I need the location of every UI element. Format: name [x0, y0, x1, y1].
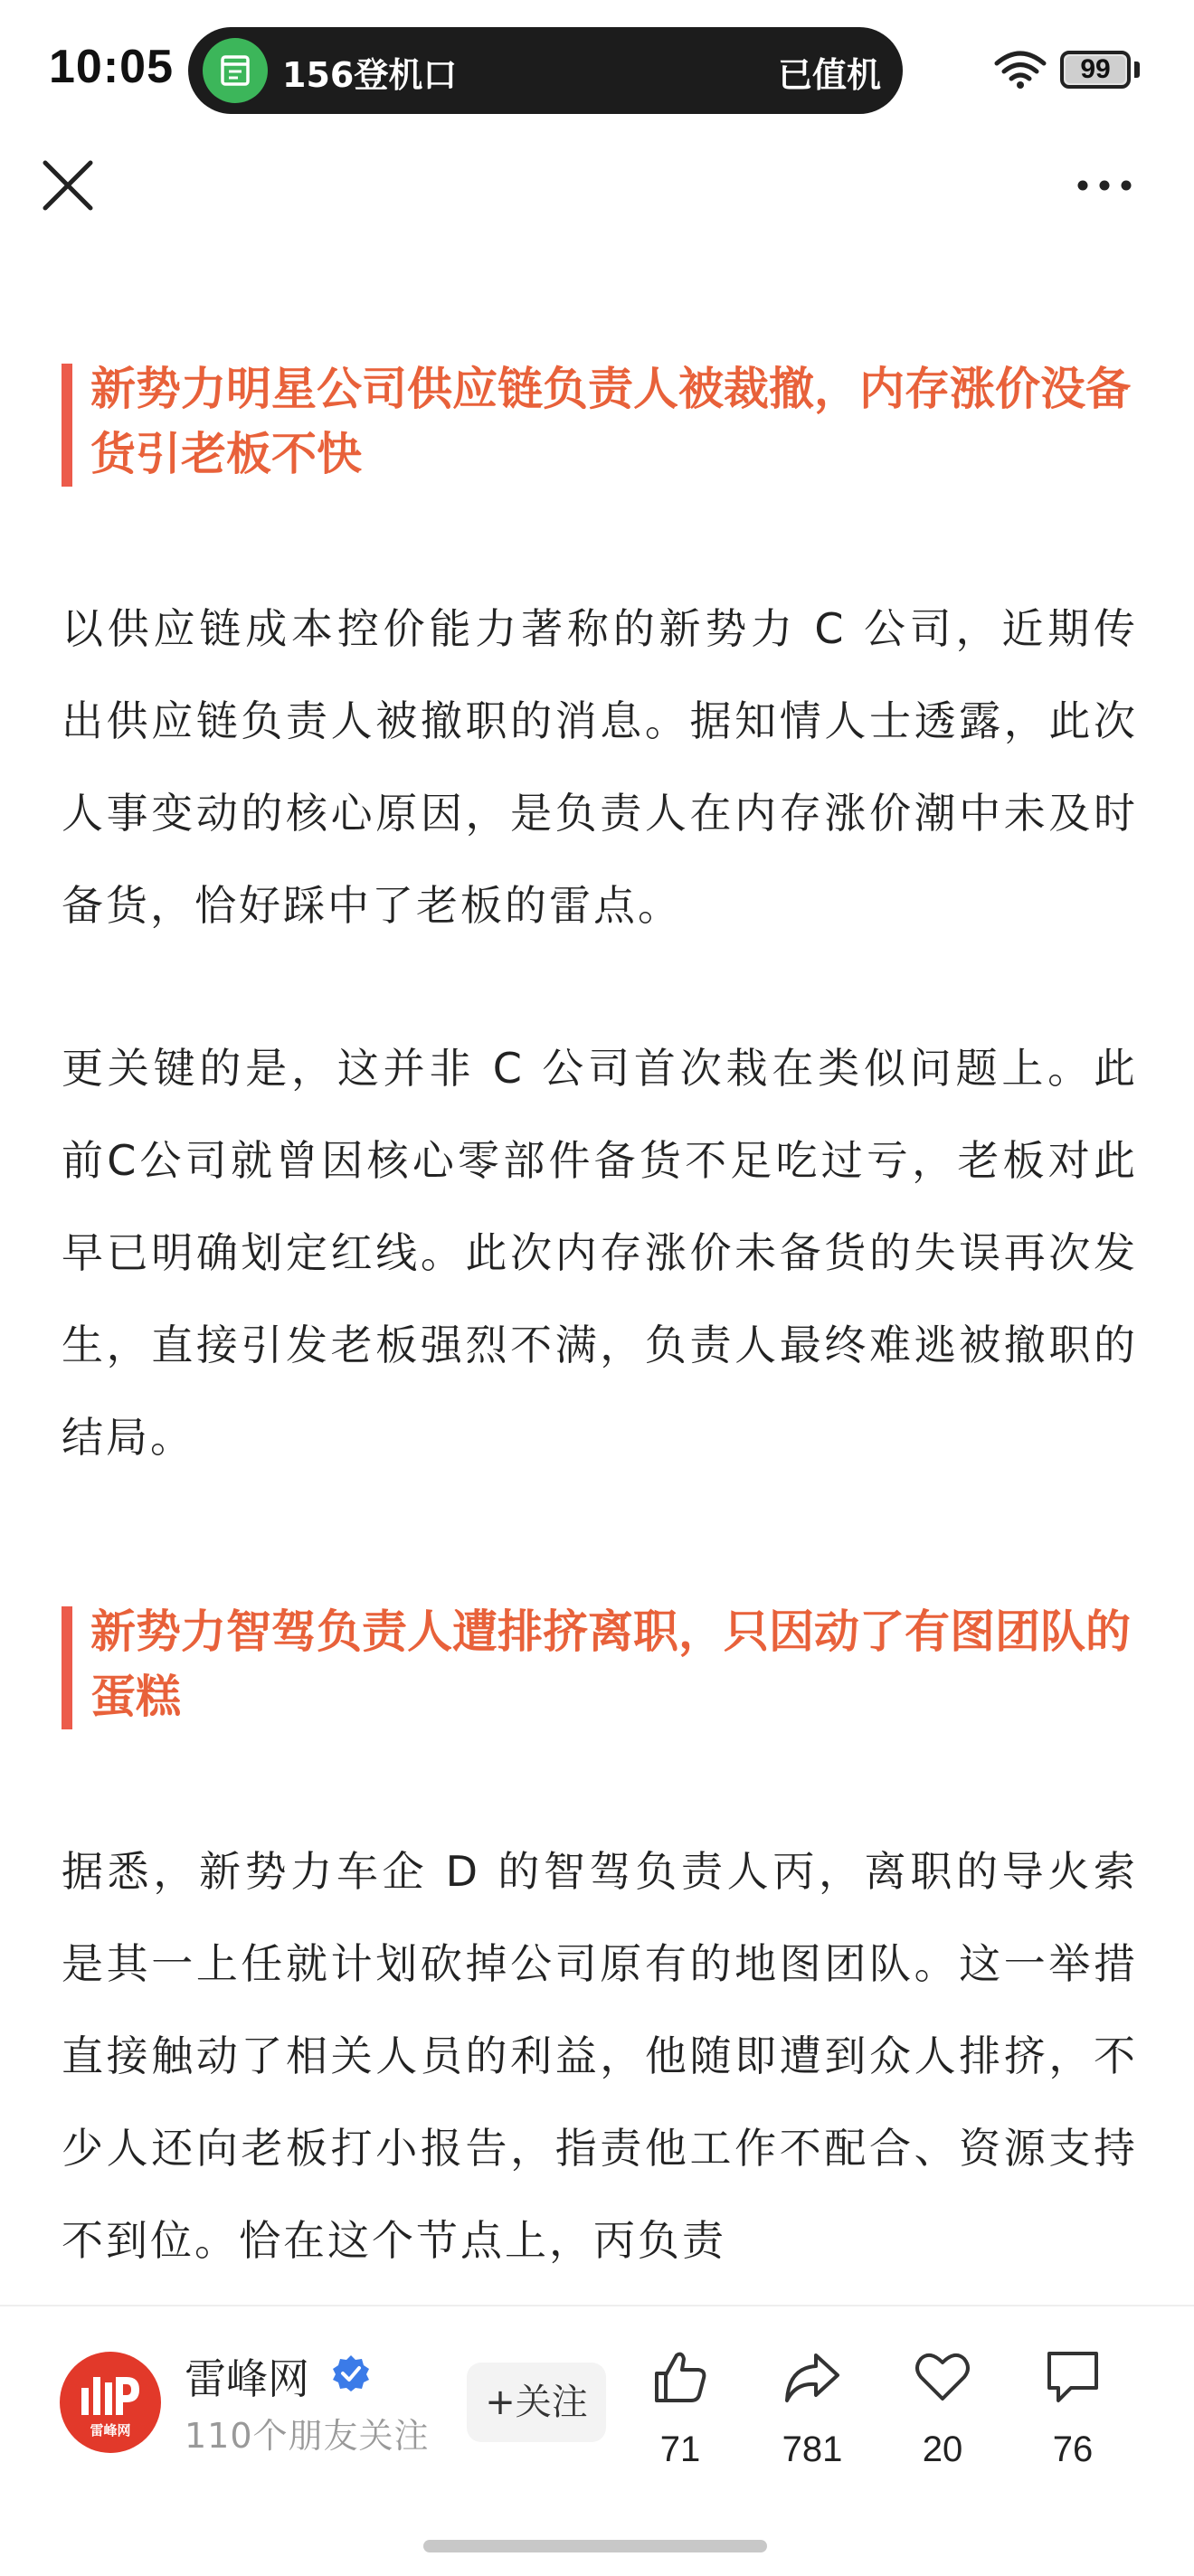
more-options-icon[interactable] [1073, 163, 1136, 208]
article-paragraph: 据悉，新势力车企 D 的智驾负责人丙，离职的导火索是其一上任就计划砍掉公司原有的地图团队。这一举措直接触动了相关人员的利益，他随即遭到众人排挤，不少人还向老板打小报告，指责他工作不配合、资源支持不到位。恰在这个节点上，丙负责 [62, 1847, 1138, 2265]
follow-button[interactable]: +关注 [467, 2363, 606, 2442]
author-name[interactable]: 雷峰网 [185, 2354, 309, 2403]
article-paragraph: 以供应链成本控价能力著称的新势力 C 公司，近期传出供应链负责人被撤职的消息。据知情人士透露，此次人事变动的核心原因，是负责人在内存涨价潮中未及时备货，恰好踩中了老板的雷点。 [62, 604, 1138, 930]
live-activity-text: 156登机口 [282, 55, 458, 95]
close-icon[interactable] [36, 154, 100, 217]
favorite-count: 20 [922, 2429, 963, 2469]
share-arrow-icon [783, 2348, 841, 2406]
battery-indicator [1060, 51, 1131, 89]
section-heading-text: 新势力明星公司供应链负责人被裁撤，内存涨价没备货引老板不快 [90, 363, 1131, 480]
boarding-pass-icon [203, 38, 268, 103]
comment-count: 76 [1052, 2429, 1094, 2469]
follower-info: 110个朋友关注 [185, 2416, 430, 2456]
like-button[interactable] [626, 2348, 734, 2484]
favorite-button[interactable] [888, 2348, 997, 2484]
comment-button[interactable] [1019, 2348, 1127, 2484]
section-heading [62, 1599, 1138, 1729]
live-activity-pill[interactable] [188, 27, 903, 114]
comment-bubble-icon [1044, 2348, 1102, 2406]
bottom-action-bar [0, 2305, 1194, 2576]
heading-accent-bar [62, 364, 72, 487]
live-activity-status: 已值机 [777, 55, 881, 95]
author-avatar[interactable] [60, 2352, 161, 2453]
heading-accent-bar [62, 1606, 72, 1729]
battery-tip [1134, 62, 1140, 78]
avatar-brand-label: 雷峰网 [90, 2422, 131, 2439]
section-heading-text: 新势力智驾负责人遭排挤离职，只因动了有图团队的蛋糕 [90, 1605, 1131, 1723]
thumbs-up-icon [651, 2348, 709, 2406]
status-time: 10:05 [49, 41, 174, 93]
verified-badge-icon [331, 2353, 371, 2393]
heart-icon [914, 2348, 971, 2406]
like-count: 71 [659, 2429, 701, 2469]
home-indicator[interactable] [423, 2540, 767, 2552]
battery-percent: 99 [1080, 54, 1111, 84]
status-bar [0, 0, 1194, 136]
leiphone-logo-icon [80, 2370, 141, 2420]
article-paragraph: 更关键的是，这并非 C 公司首次栽在类似问题上。此前C公司就曾因核心零部件备货不足吃过亏，老板对此早已明确划定红线。此次内存涨价未备货的失误再次发生，直接引发老板强烈不满，负责人最终难逃被撤职的结局。 [62, 1044, 1138, 1462]
share-count: 781 [782, 2429, 843, 2469]
pill-text-fade [460, 36, 514, 105]
wifi-icon [993, 49, 1047, 89]
section-heading [62, 356, 1138, 487]
share-button[interactable] [758, 2348, 867, 2484]
